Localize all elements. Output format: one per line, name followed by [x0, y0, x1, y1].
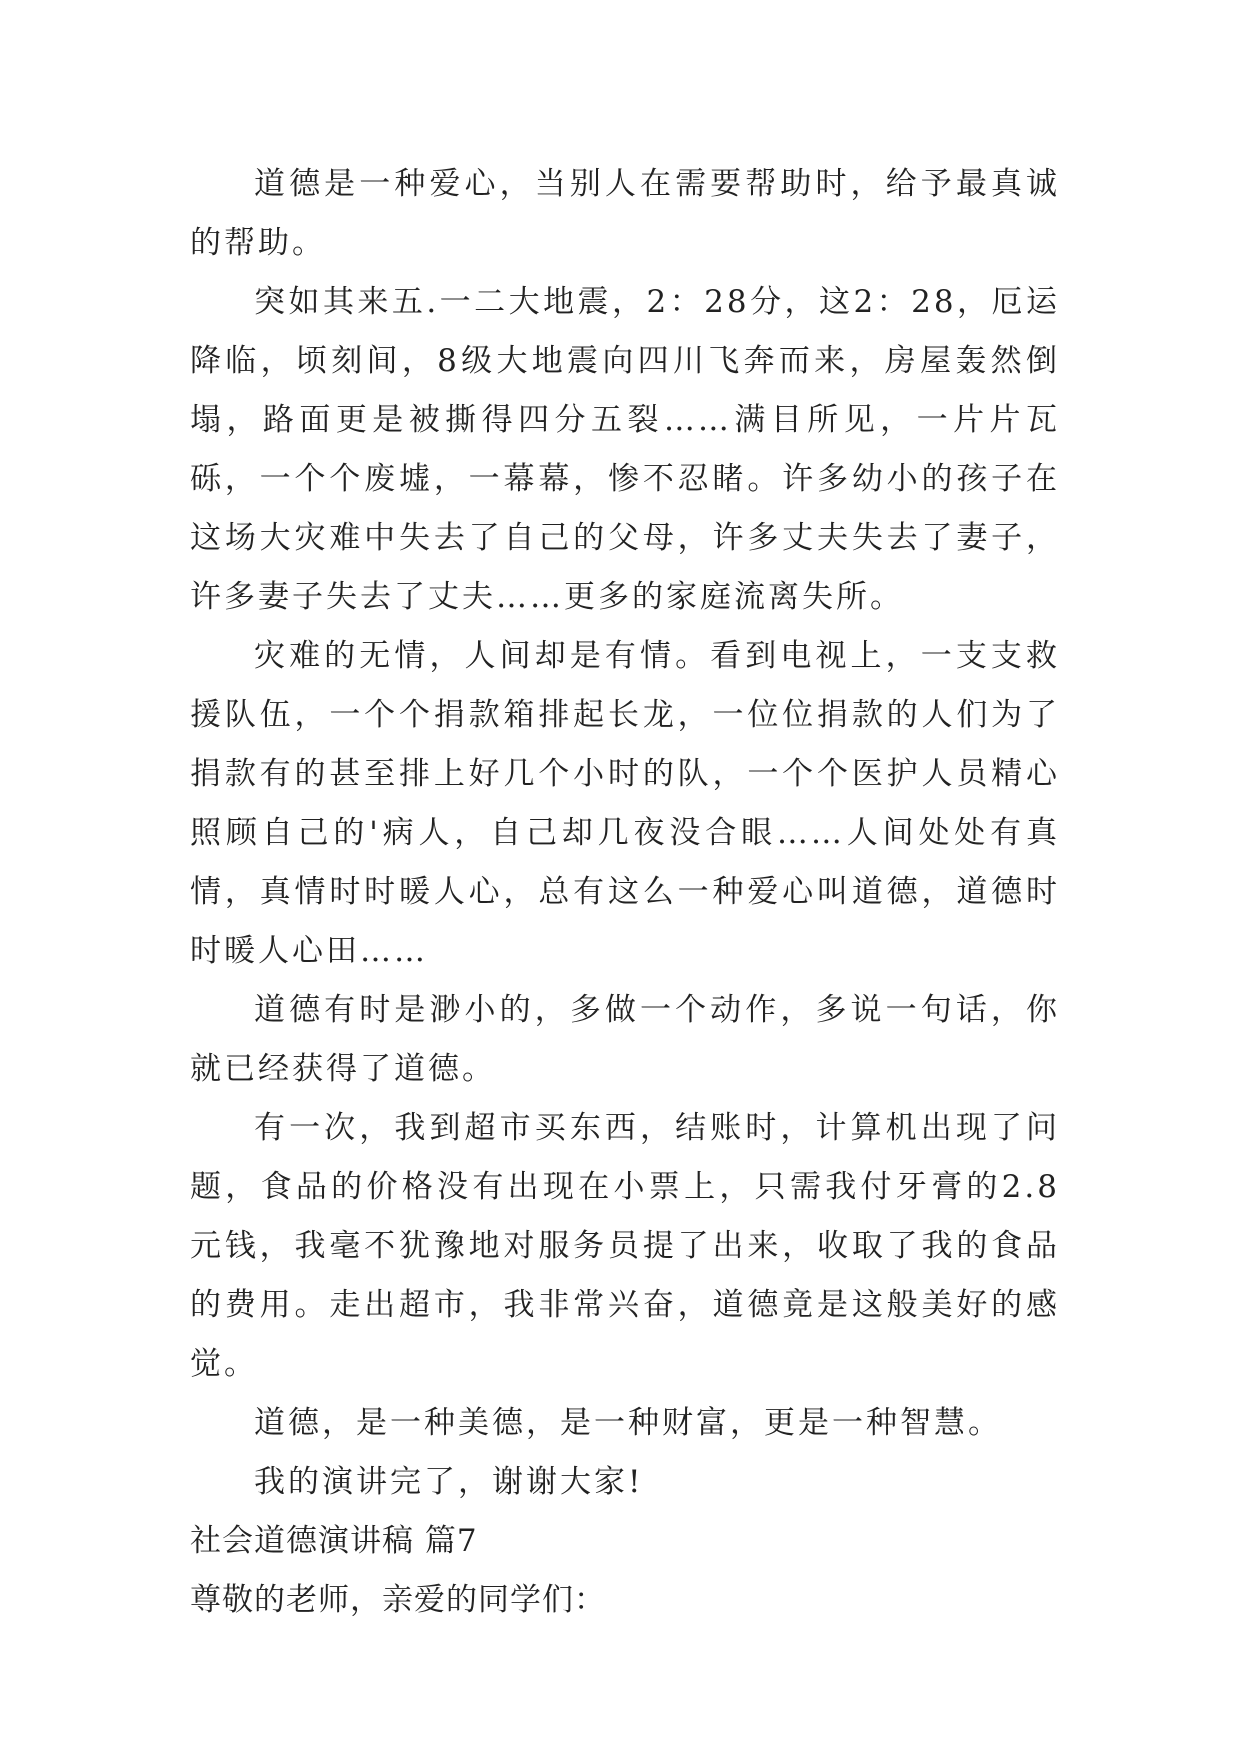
paragraph: 道德有时是渺小的，多做一个动作，多说一句话，你就已经获得了道德。 — [190, 992, 1060, 1087]
paragraph: 我的演讲完了，谢谢大家! — [254, 1464, 644, 1500]
salutation: 尊敬的老师，亲爱的同学们： — [190, 1582, 606, 1618]
paragraph: 有一次，我到超市买东西，结账时，计算机出现了问题，食品的价格没有出现在小票上，只需我付牙膏的2.8元钱，我毫不犹豫地对服务员提了出来，收取了我的食品的费用。走出超市，我非常兴奋，道德竟是这般美好的感觉。 — [190, 1110, 1060, 1382]
paragraph: 突如其来五.一二大地震，2：28分，这2：28，厄运降临，顷刻间，8级大地震向四川飞奔而来，房屋轰然倒塌，路面更是被撕得四分五裂……满目所见，一片片瓦砾，一个个废墟，一幕幕，惨不忍睹。许多幼小的孩子在这场大灾难中失去了自己的父母，许多丈夫失去了妻子，许多妻子失去了丈夫……更多的家庭流离失所。 — [190, 284, 1060, 615]
paragraph: 道德，是一种美德，是一种财富，更是一种智慧。 — [254, 1405, 1002, 1441]
section-title: 社会道德演讲稿 篇7 — [190, 1523, 478, 1559]
paragraph: 灾难的无情，人间却是有情。看到电视上，一支支救援队伍，一个个捐款箱排起长龙，一位位捐款的人们为了捐款有的甚至排上好几个小时的队，一个个医护人员精心照顾自己的'病人，自己却几夜没合眼……人间处处有真情，真情时时暖人心，总有这么一种爱心叫道德，道德时时暖人心田…… — [190, 638, 1060, 969]
document-body — [190, 155, 1060, 1630]
paragraph: 道德是一种爱心，当别人在需要帮助时，给予最真诚的帮助。 — [190, 166, 1060, 261]
